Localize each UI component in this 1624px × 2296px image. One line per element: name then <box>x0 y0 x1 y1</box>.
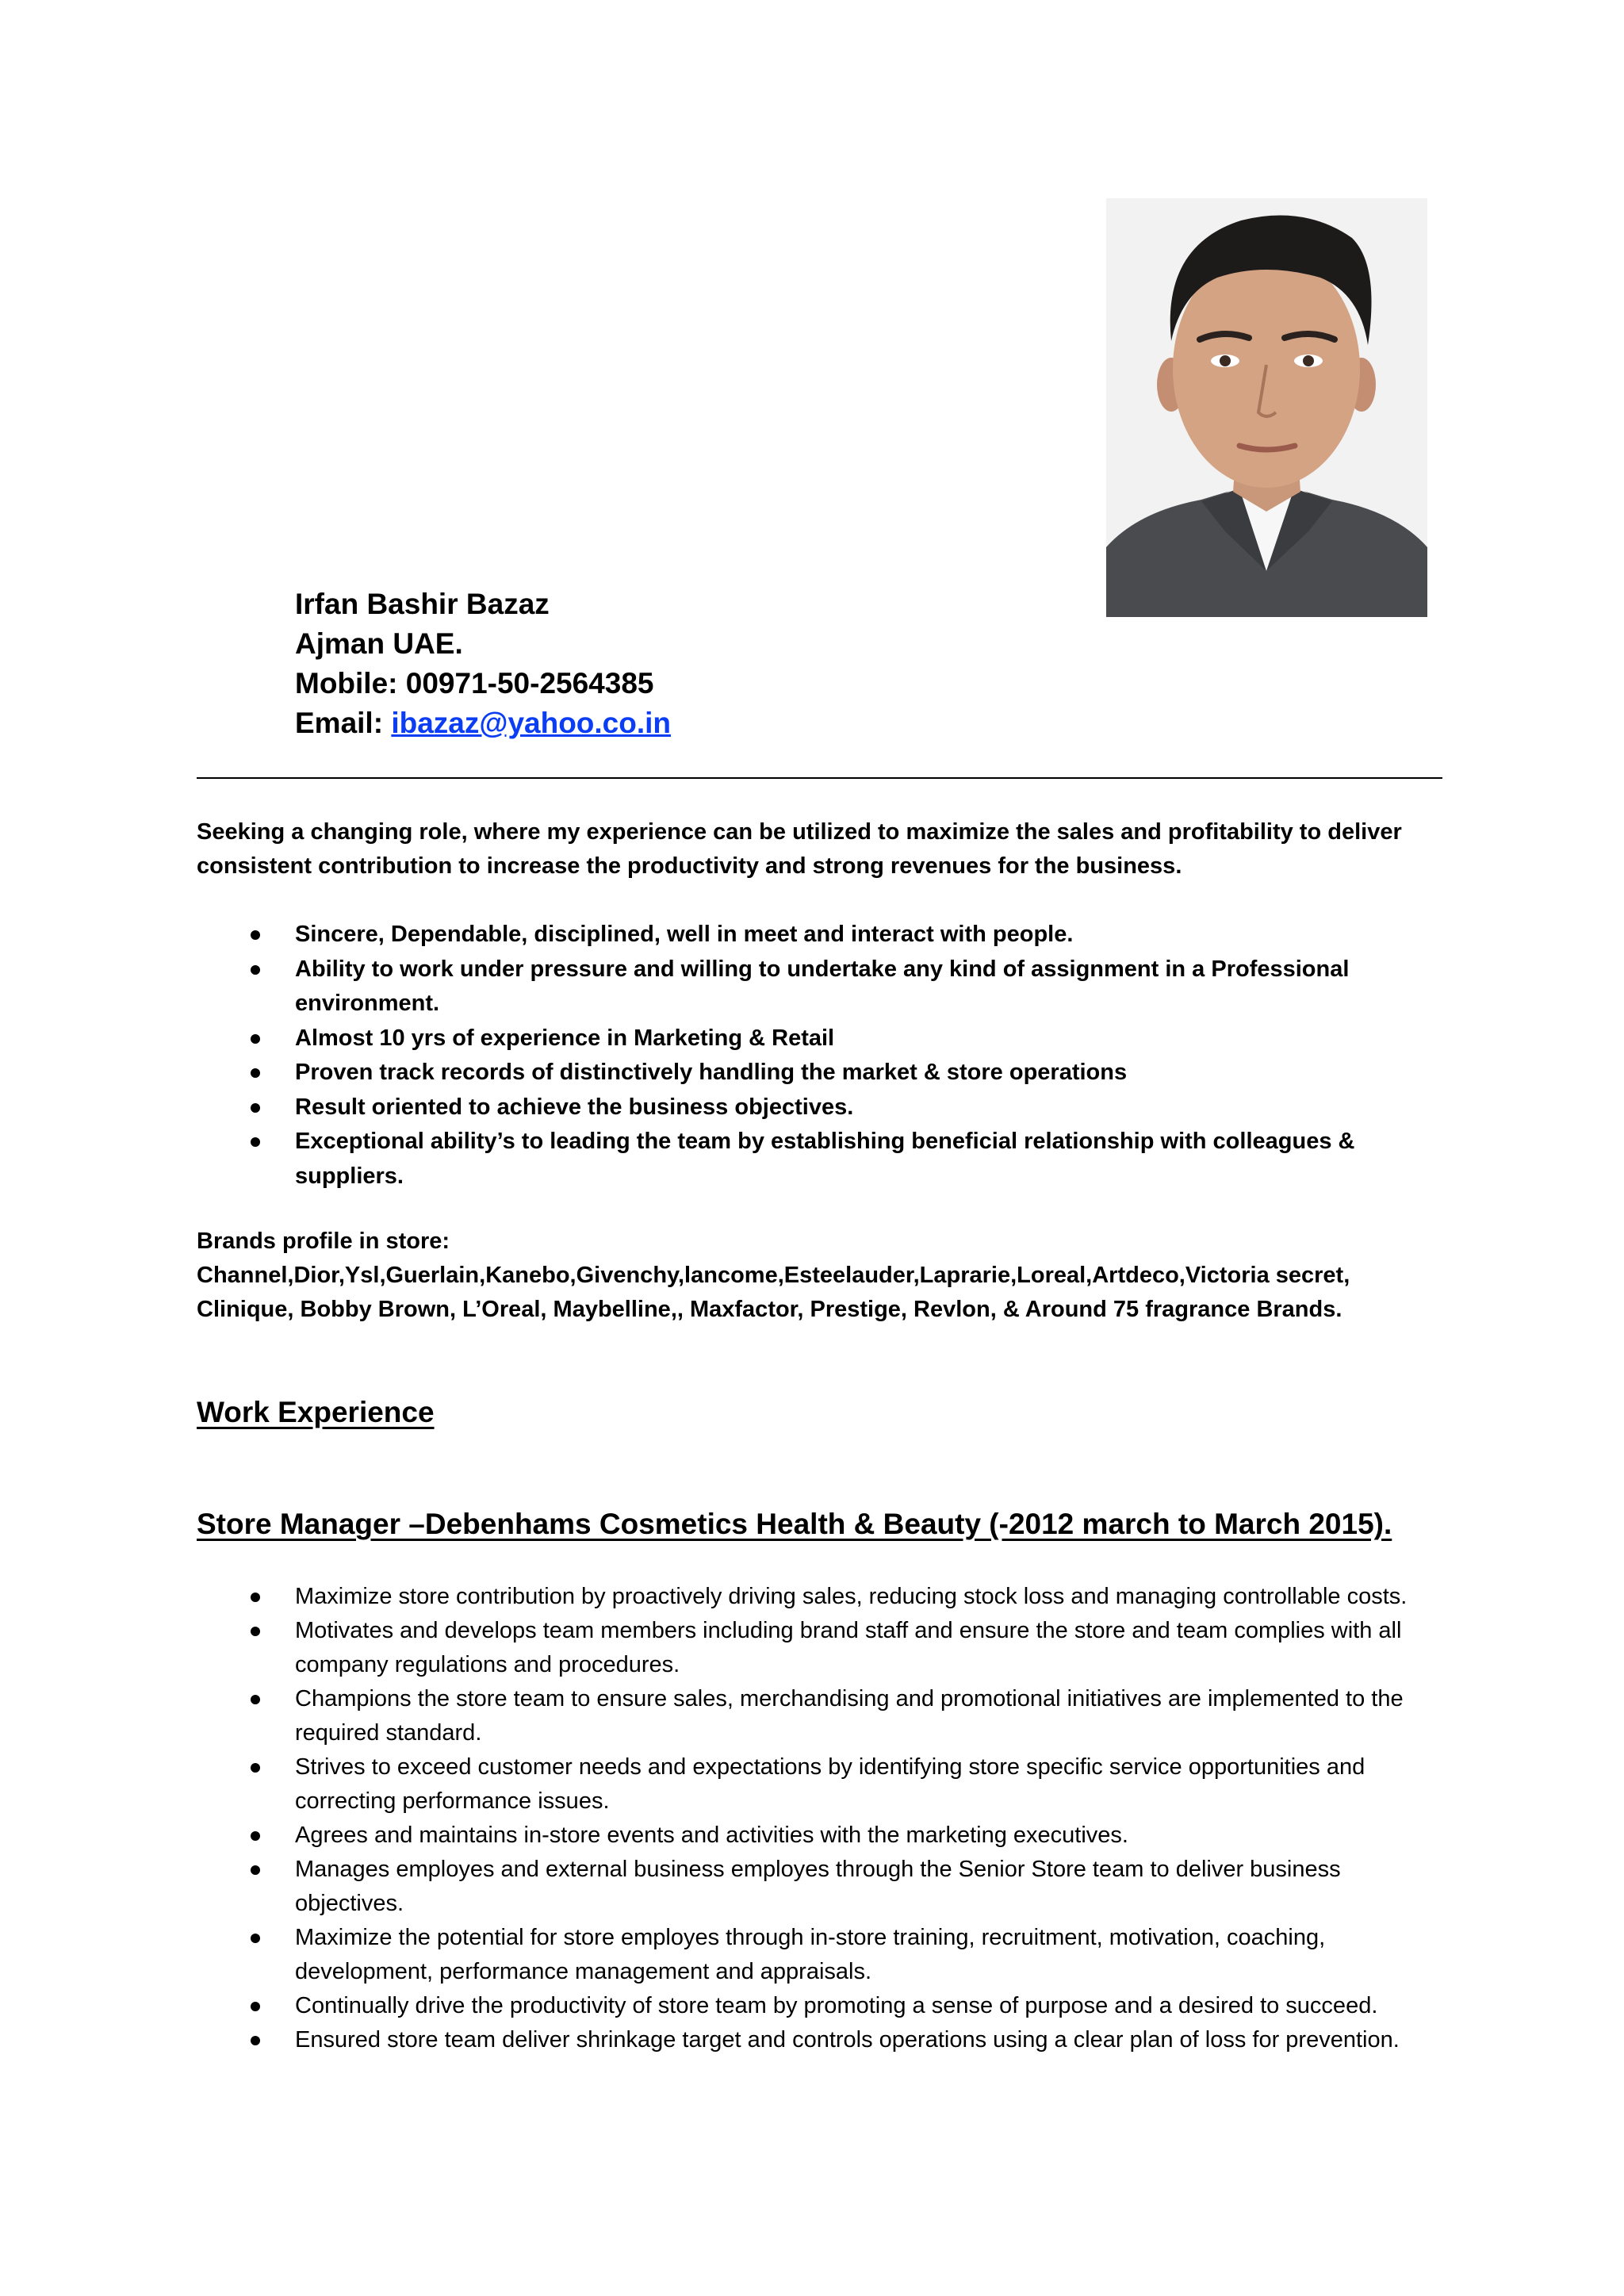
job-title: Store Manager –Debenhams Cosmetics Health & Beauty (-2012 march to March 2015). <box>197 1508 1392 1540</box>
duty-item: Maximize store contribution by proactively driving sales, reducing stock loss and managing controllable costs. <box>197 1580 1427 1614</box>
strength-item: Proven track records of distinctively handling the market & store operations <box>197 1056 1434 1091</box>
portrait-illustration <box>1106 198 1427 617</box>
duty-item: Maximize the potential for store employes through in-store training, recruitment, motivation, coaching, development, performance management and appraisals. <box>197 1921 1427 1989</box>
duty-item: Continually drive the productivity of store team by promoting a sense of purpose and a desired to succeed. <box>197 1989 1427 2023</box>
brands-section <box>197 1225 1434 1327</box>
duties-section <box>197 1580 1427 2057</box>
candidate-mobile: Mobile: 00971-50-2564385 <box>295 667 654 700</box>
brands-line-2: Clinique, Bobby Brown, L’Oreal, Maybelline,, Maxfactor, Prestige, Revlon, & Around 75 fragrance Brands. <box>197 1297 1342 1322</box>
strengths-list <box>197 918 1434 1194</box>
strength-item: Exceptional ability’s to leading the team by establishing beneficial relationship with colleagues & suppliers. <box>197 1125 1434 1194</box>
profile-photo <box>1106 198 1427 617</box>
brands-line-1: Channel,Dior,Ysl,Guerlain,Kanebo,Givenchy,lancome,Esteelauder,Laprarie,Loreal,Artdeco,Victoria secret, <box>197 1263 1350 1288</box>
duty-item: Champions the store team to ensure sales, merchandising and promotional initiatives are implemented to the required standard. <box>197 1682 1427 1750</box>
strength-item: Ability to work under pressure and willing to undertake any kind of assignment in a Professional environment. <box>197 953 1434 1022</box>
email-link[interactable]: ibazaz@yahoo.co.in <box>391 707 672 739</box>
duties-list <box>197 1580 1427 2057</box>
strength-item: Sincere, Dependable, disciplined, well in meet and interact with people. <box>197 918 1434 953</box>
duty-item: Agrees and maintains in-store events and activities with the marketing executives. <box>197 1819 1427 1853</box>
contact-block <box>295 585 671 743</box>
duty-item: Motivates and develops team members including brand staff and ensure the store and team complies with all company regulations and procedures. <box>197 1614 1427 1682</box>
candidate-name: Irfan Bashir Bazaz <box>295 588 550 620</box>
strength-item: Result oriented to achieve the business objectives. <box>197 1091 1434 1125</box>
objective-paragraph: Seeking a changing role, where my experience can be utilized to maximize the sales and profitability to deliver consistent contribution to increase the productivity and strong revenues for the business. <box>197 819 1402 879</box>
duty-item: Strives to exceed customer needs and expectations by identifying store specific service opportunities and correcting performance issues. <box>197 1750 1427 1819</box>
email-label: Email: <box>295 707 392 739</box>
strength-item: Almost 10 yrs of experience in Marketing & Retail <box>197 1022 1434 1056</box>
duty-item: Ensured store team deliver shrinkage target and controls operations using a clear plan of loss for prevention. <box>197 2023 1427 2057</box>
duty-item: Manages employes and external business employes through the Senior Store team to deliver business objectives. <box>197 1853 1427 1921</box>
header-divider <box>197 777 1442 779</box>
work-experience-heading: Work Experience <box>197 1396 435 1428</box>
candidate-location: Ajman UAE. <box>295 627 463 660</box>
strengths-section <box>197 918 1434 1194</box>
candidate-email-row <box>295 703 671 743</box>
brands-heading: Brands profile in store: <box>197 1228 450 1254</box>
